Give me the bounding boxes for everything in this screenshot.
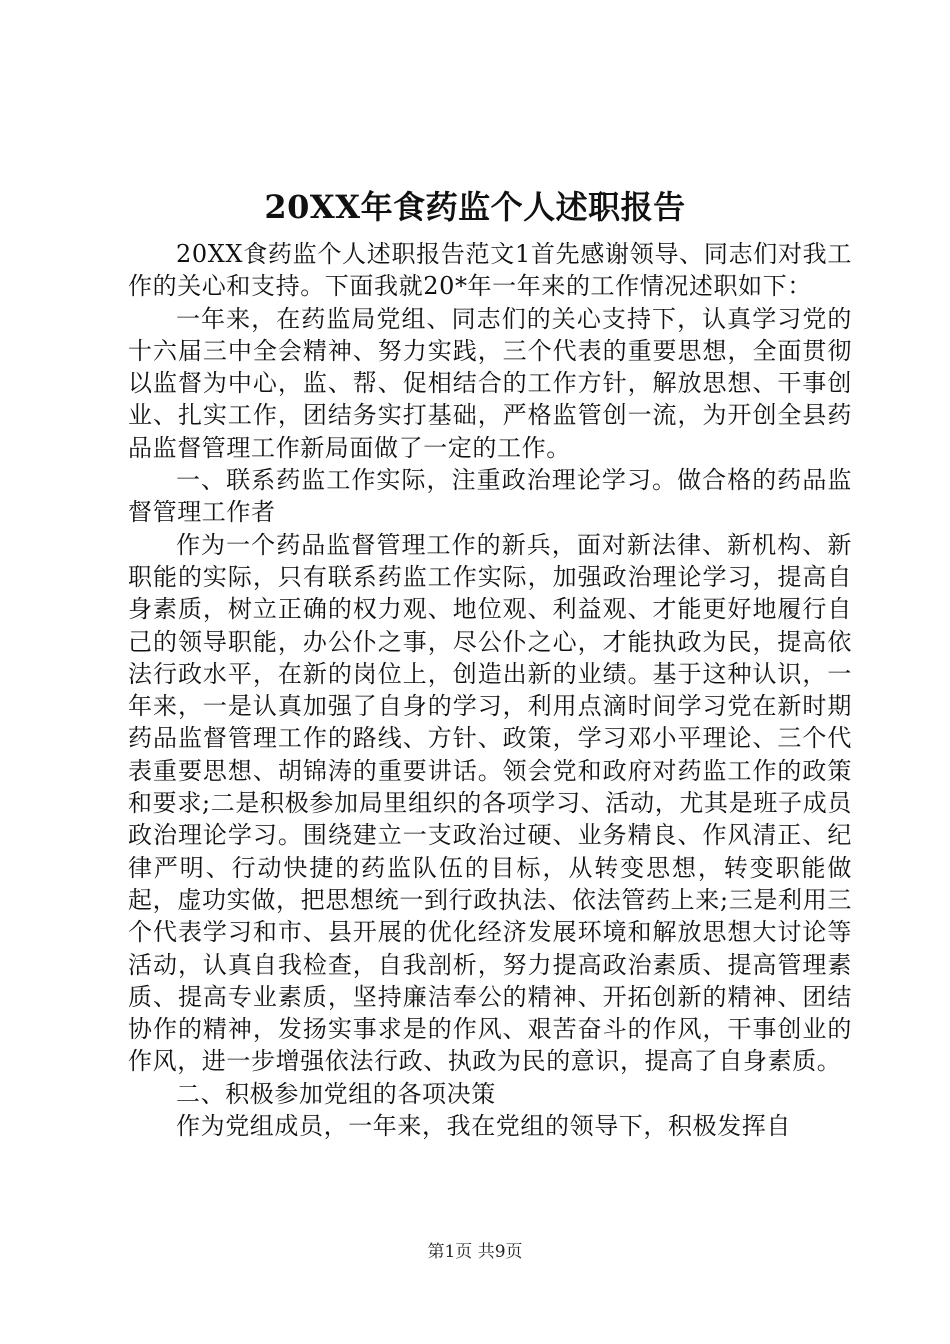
section-heading-1: 一、联系药监工作实际，注重政治理论学习。做合格的药品监督管理工作者 — [128, 466, 852, 527]
paragraph-section-2: 作为党组成员，一年来，我在党组的领导下，积极发挥自 — [176, 1112, 791, 1141]
paragraph-section-1: 作为一个药品监督管理工作的新兵，面对新法律、新机构、新职能的实际，只有联系药监工作实际，加强政治理论学习，提高自身素质，树立正确的权力观、地位观、利益观、才能更好地履行自己的领导职能，办公仆之事，尽公仆之心，才能执政为民，提高依法行政水平，在新的岗位上，创造出新的业绩。基于这种认识，一年来，一是认真加强了自身的学习，利用点滴时间学习党在新时期药品监督管理工作的路线、方针、政策，学习邓小平理论、三个代表重要思想、胡锦涛的重要讲话。领会党和政府对药监工作的政策和要求;二是积极参加局里组织的各项学习、活动，尤其是班子成员政治理论学习。围绕建立一支政治过硬、业务精良、作风清正、纪律严明、行动快捷的药监队伍的目标，从转变思想，转变职能做起，虚功实做，把思想统一到行政执法、依法管药上来;三是利用三个代表学习和市、县开展的优化经济发展环境和解放思想大讨论等活动，认真自我检查，自我剖析，努力提高政治素质、提高管理素质、提高专业素质，坚持廉洁奉公的精神、开拓创新的精神、团结协作的精神，发扬实事求是的作风、艰苦奋斗的作风，干事创业的作风，进一步增强依法行政、执政为民的意识，提高了自身素质。 — [128, 530, 852, 1076]
paragraph-intro: 20XX食药监个人述职报告范文1首先感谢领导、同志们对我工作的关心和支持。下面我就20*年一年来的工作情况述职如下： — [128, 240, 852, 301]
document-title: 20XX年食药监个人述职报告 — [264, 188, 686, 226]
document-body — [128, 238, 852, 1142]
page-footer: 第1页 共9页 — [427, 1242, 523, 1262]
section-heading-2: 二、积极参加党组的各项决策 — [176, 1079, 496, 1108]
paragraph-overview: 一年来，在药监局党组、同志们的关心支持下，认真学习党的十六届三中全会精神、努力实践，三个代表的重要思想，全面贯彻以监督为中心，监、帮、促相结合的工作方针，解放思想、干事创业、扎实工作，团结务实打基础，严格监管创一流，为开创全县药品监督管理工作新局面做了一定的工作。 — [128, 304, 852, 462]
